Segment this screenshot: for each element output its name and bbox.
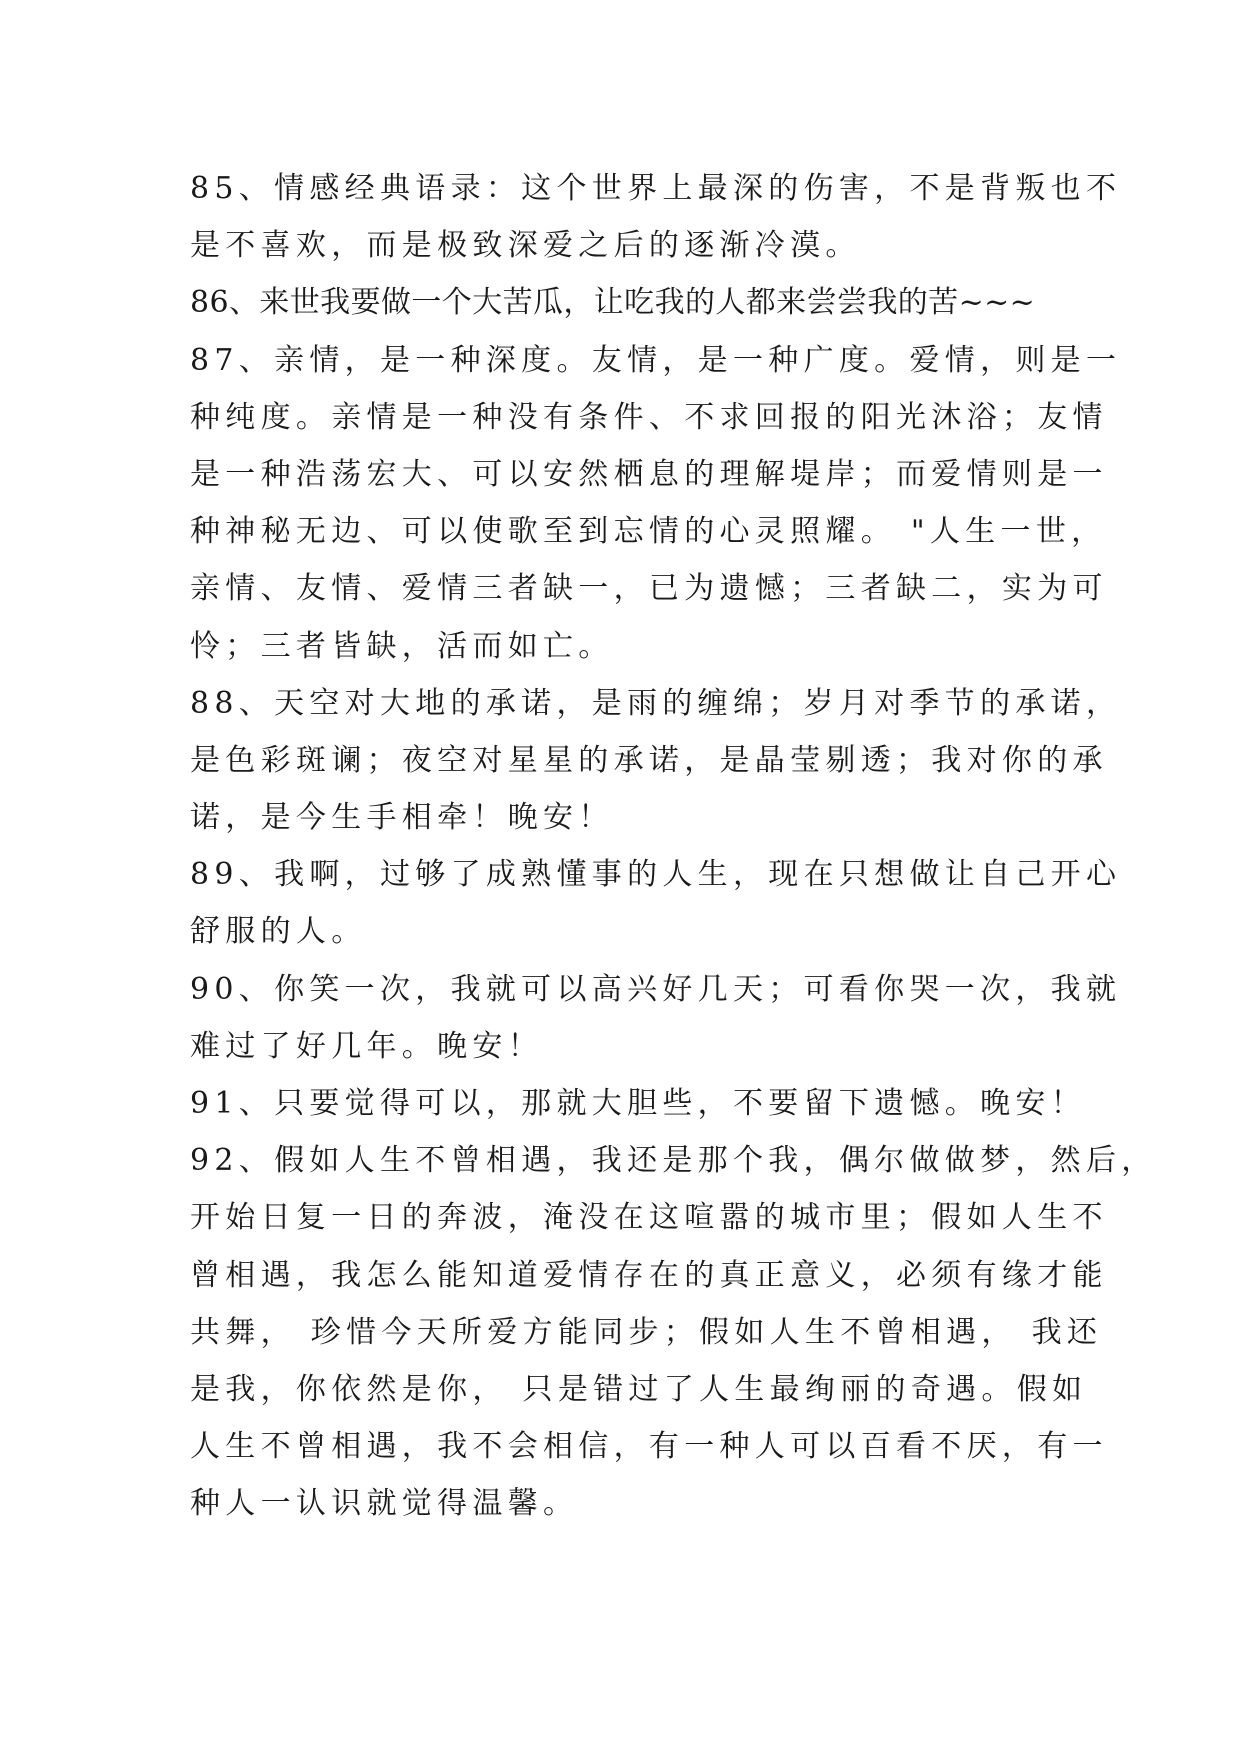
text-line: 怜；三者皆缺，活而如亡。 — [190, 628, 614, 664]
text-line: 是色彩斑谰；夜空对星星的承诺，是晶莹剔透；我对你的承 — [190, 742, 1108, 778]
text-line: 86、来世我要做一个大苦瓜，让吃我的人都来尝尝我的苦~~~ — [190, 285, 1036, 321]
text-line: 人生不曾相遇，我不会相信，有一种人可以百看不厌，有一 — [190, 1429, 1108, 1465]
text-line: 是不喜欢，而是极致深爱之后的逐渐冷漠。 — [190, 228, 861, 264]
text-line: 92、假如人生不曾相遇，我还是那个我，偶尔做做梦，然后， — [190, 1143, 1157, 1179]
text-line: 种纯度。亲情是一种没有条件、不求回报的阳光沐浴；友情 — [190, 399, 1108, 435]
text-line: 共舞， 珍惜今天所爱方能同步；假如人生不曾相遇， 我还 — [190, 1314, 1103, 1350]
text-line: 开始日复一日的奔波，淹没在这喧嚣的城市里；假如人生不 — [190, 1200, 1108, 1236]
text-line: 87、亲情，是一种深度。友情，是一种广度。爱情，则是一 — [190, 342, 1122, 378]
document-page — [190, 160, 1157, 1533]
text-line: 91、只要觉得可以，那就大胆些，不要留下遗憾。晚安！ — [190, 1086, 1086, 1121]
text-line: 88、天空对大地的承诺，是雨的缠绵；岁月对季节的承诺， — [190, 685, 1122, 721]
text-line: 是一种浩荡宏大、可以安然栖息的理解堤岸；而爱情则是一 — [190, 456, 1108, 492]
text-line: 舒服的人。 — [190, 914, 367, 950]
text-line: 是我，你依然是你， 只是错过了人生最绚丽的奇遇。假如 — [190, 1371, 1088, 1407]
text-line: 种神秘无边、可以使歌至到忘情的心灵照耀。 "人生一世， — [190, 514, 1107, 550]
text-line: 曾相遇，我怎么能知道爱情存在的真正意义，必须有缘才能 — [190, 1257, 1108, 1293]
text-line: 种人一认识就觉得温馨。 — [190, 1486, 579, 1522]
text-line: 难过了好几年。晚安！ — [190, 1028, 543, 1064]
text-line: 诺，是今生手相牵！晚安！ — [190, 800, 614, 836]
text-line: 亲情、友情、爱情三者缺一，已为遗憾；三者缺二，实为可 — [190, 571, 1108, 607]
text-line: 85、情感经典语录：这个世界上最深的伤害，不是背叛也不 — [190, 171, 1122, 206]
text-line: 89、我啊，过够了成熟懂事的人生，现在只想做让自己开心 — [190, 857, 1122, 893]
text-line: 90、你笑一次，我就可以高兴好几天；可看你哭一次，我就 — [190, 971, 1122, 1007]
